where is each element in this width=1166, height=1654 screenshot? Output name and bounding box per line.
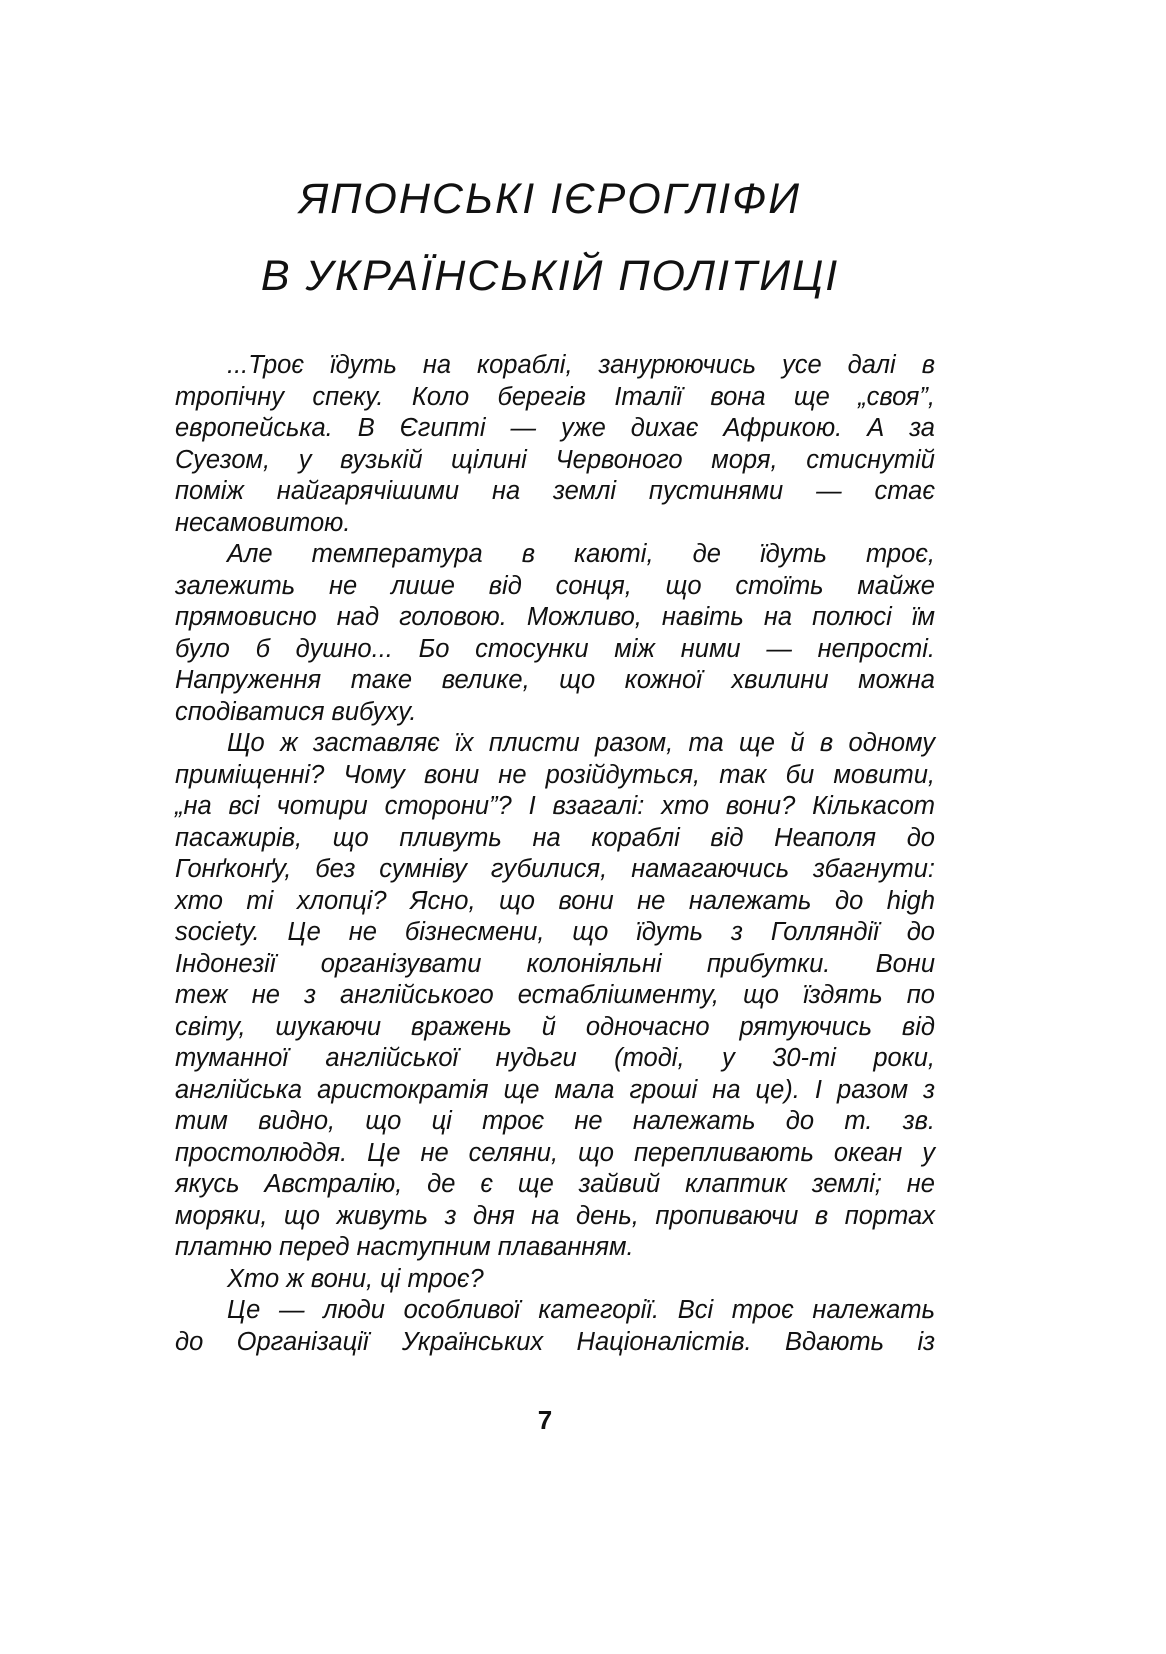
text-line: теж не з англійського естаблішменту, що їздять по [175, 981, 935, 1009]
body-text [175, 350, 935, 1358]
text-line: несамовитою. [175, 508, 351, 537]
text-line: ...Троє їдуть на кораблі, занурюючись усе далі в [227, 351, 935, 379]
text-line: европейська. В Єгипті — уже дихає Африкою. А за [175, 414, 935, 442]
text-line: якусь Австралію, де є ще зайвий клаптик землі; не [175, 1170, 935, 1198]
text-line: світу, шукаючи вражень й одночасно рятуючись від [175, 1012, 935, 1041]
text-line: було б душно... Бо стосунки між ними — непрості. [175, 634, 935, 663]
text-line: Хто ж вони, ці троє? [227, 1264, 484, 1293]
text-line: залежить не лише від сонця, що стоїть майже [175, 571, 935, 600]
text-line: прямовисно над головою. Можливо, навіть на полюсі їм [175, 603, 935, 631]
text-line: Але температура в каюті, де їдуть троє, [227, 540, 935, 568]
text-line: сподіватися вибуху. [175, 697, 417, 726]
page-number: 7 [537, 1405, 553, 1435]
text-line: Суезом, у вузькій щілині Червоного моря, стиснутій [175, 445, 935, 474]
text-line: Напруження таке велике, що кожної хвилини можна [175, 666, 935, 694]
text-line: тропічну спеку. Коло берегів Італії вона ще „своя”, [175, 382, 935, 411]
text-line: „на всі чотири сторони”? І взагалі: хто вони? Кількасот [175, 792, 935, 820]
text-line: англійська аристократія ще мала гроші на це). І разом з [175, 1075, 935, 1104]
text-line: до Організації Українських Націоналістів. Вдають із [175, 1327, 935, 1356]
text-line: поміж найгарячішими на землі пустинями — стає [175, 477, 935, 505]
text-line: хто ті хлопці? Ясно, що вони не належать до high [175, 886, 935, 915]
text-line: платню перед наступним плаванням. [175, 1233, 634, 1261]
text-line: пасажирів, що пливуть на кораблі від Неаполя до [175, 823, 935, 852]
chapter-title-line-1: ЯПОНСЬКІ ІЄРОГЛІФИ [298, 175, 802, 223]
text-line: Гонґконґу, без сумніву губилися, намагаючись збагнути: [175, 855, 935, 883]
text-line: society. Це не бізнесмени, що їдуть з Голляндії до [175, 918, 935, 946]
text-line: моряки, що живуть з дня на день, пропиваючи в портах [175, 1201, 935, 1230]
chapter-title-line-2: В УКРАЇНСЬКІЙ ПОЛІТИЦІ [260, 252, 840, 300]
text-line: Що ж заставляє їх плисти разом, та ще й в одному [227, 729, 935, 757]
text-line: туманної англійської нудьги (тоді, у 30-ті роки, [175, 1044, 935, 1072]
text-line: Це — люди особливої категорії. Всі троє належать [227, 1296, 935, 1324]
text-line: тим видно, що ці троє не належать до т. зв. [175, 1107, 935, 1135]
text-line: приміщенні? Чому вони не розійдуться, так би мовити, [175, 760, 935, 789]
text-line: Індонезії організувати колоніяльні прибутки. Вони [175, 949, 935, 978]
text-line: простолюддя. Це не селяни, що перепливають океан у [175, 1138, 935, 1167]
